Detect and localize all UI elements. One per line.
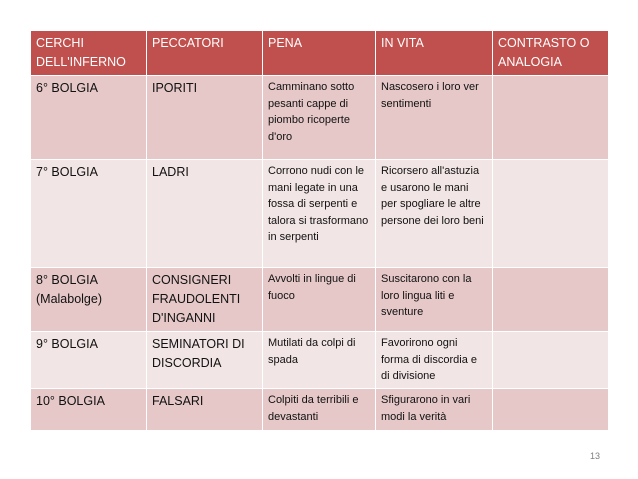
cell-contrasto xyxy=(493,76,609,160)
cell-contrasto xyxy=(493,389,609,431)
header-in-vita: IN VITA xyxy=(376,31,493,76)
cell-in-vita: Favorirono ogni forma di discordia e di divisione xyxy=(376,332,493,389)
cell-pena: Corrono nudi con le mani legate in una fossa di serpenti e talora si trasformano in serpenti xyxy=(263,160,376,268)
cell-pena: Avvolti in lingue di fuoco xyxy=(263,268,376,332)
cell-contrasto xyxy=(493,160,609,268)
cell-in-vita: Nascosero i loro ver sentimenti xyxy=(376,76,493,160)
page-number: 13 xyxy=(589,451,600,461)
cell-contrasto xyxy=(493,268,609,332)
cell-in-vita: Ricorsero all'astuzia e usarono le mani per spogliare le altre persone dei loro beni xyxy=(376,160,493,268)
table-row xyxy=(31,160,609,268)
table-row xyxy=(31,332,609,389)
cell-cerchio: 8° BOLGIA (Malabolge) xyxy=(31,268,147,332)
cell-cerchio: 7° BOLGIA xyxy=(31,160,147,268)
cell-contrasto xyxy=(493,332,609,389)
cell-peccatori: CONSIGNERI FRAUDOLENTI D'INGANNI xyxy=(147,268,263,332)
cell-pena: Colpiti da terribili e devastanti xyxy=(263,389,376,431)
table-row xyxy=(31,76,609,160)
table-row xyxy=(31,389,609,431)
table-row xyxy=(31,268,609,332)
cell-cerchio: 10° BOLGIA xyxy=(31,389,147,431)
cell-pena: Camminano sotto pesanti cappe di piombo ricoperte d'oro xyxy=(263,76,376,160)
cell-pena: Mutilati da colpi di spada xyxy=(263,332,376,389)
cell-in-vita: Suscitarono con la loro lingua liti e sventure xyxy=(376,268,493,332)
header-peccatori: PECCATORI xyxy=(147,31,263,76)
cell-peccatori: FALSARI xyxy=(147,389,263,431)
cell-in-vita: Sfigurarono in vari modi la verità xyxy=(376,389,493,431)
cell-peccatori: IPORITI xyxy=(147,76,263,160)
cell-cerchio: 9° BOLGIA xyxy=(31,332,147,389)
cell-peccatori: SEMINATORI DI DISCORDIA xyxy=(147,332,263,389)
cell-peccatori: LADRI xyxy=(147,160,263,268)
header-row xyxy=(31,31,609,76)
bolge-table xyxy=(30,30,609,431)
cell-cerchio: 6° BOLGIA xyxy=(31,76,147,160)
header-contrasto: CONTRASTO O ANALOGIA xyxy=(493,31,609,76)
header-pena: PENA xyxy=(263,31,376,76)
header-cerchi: CERCHI DELL'INFERNO xyxy=(31,31,147,76)
